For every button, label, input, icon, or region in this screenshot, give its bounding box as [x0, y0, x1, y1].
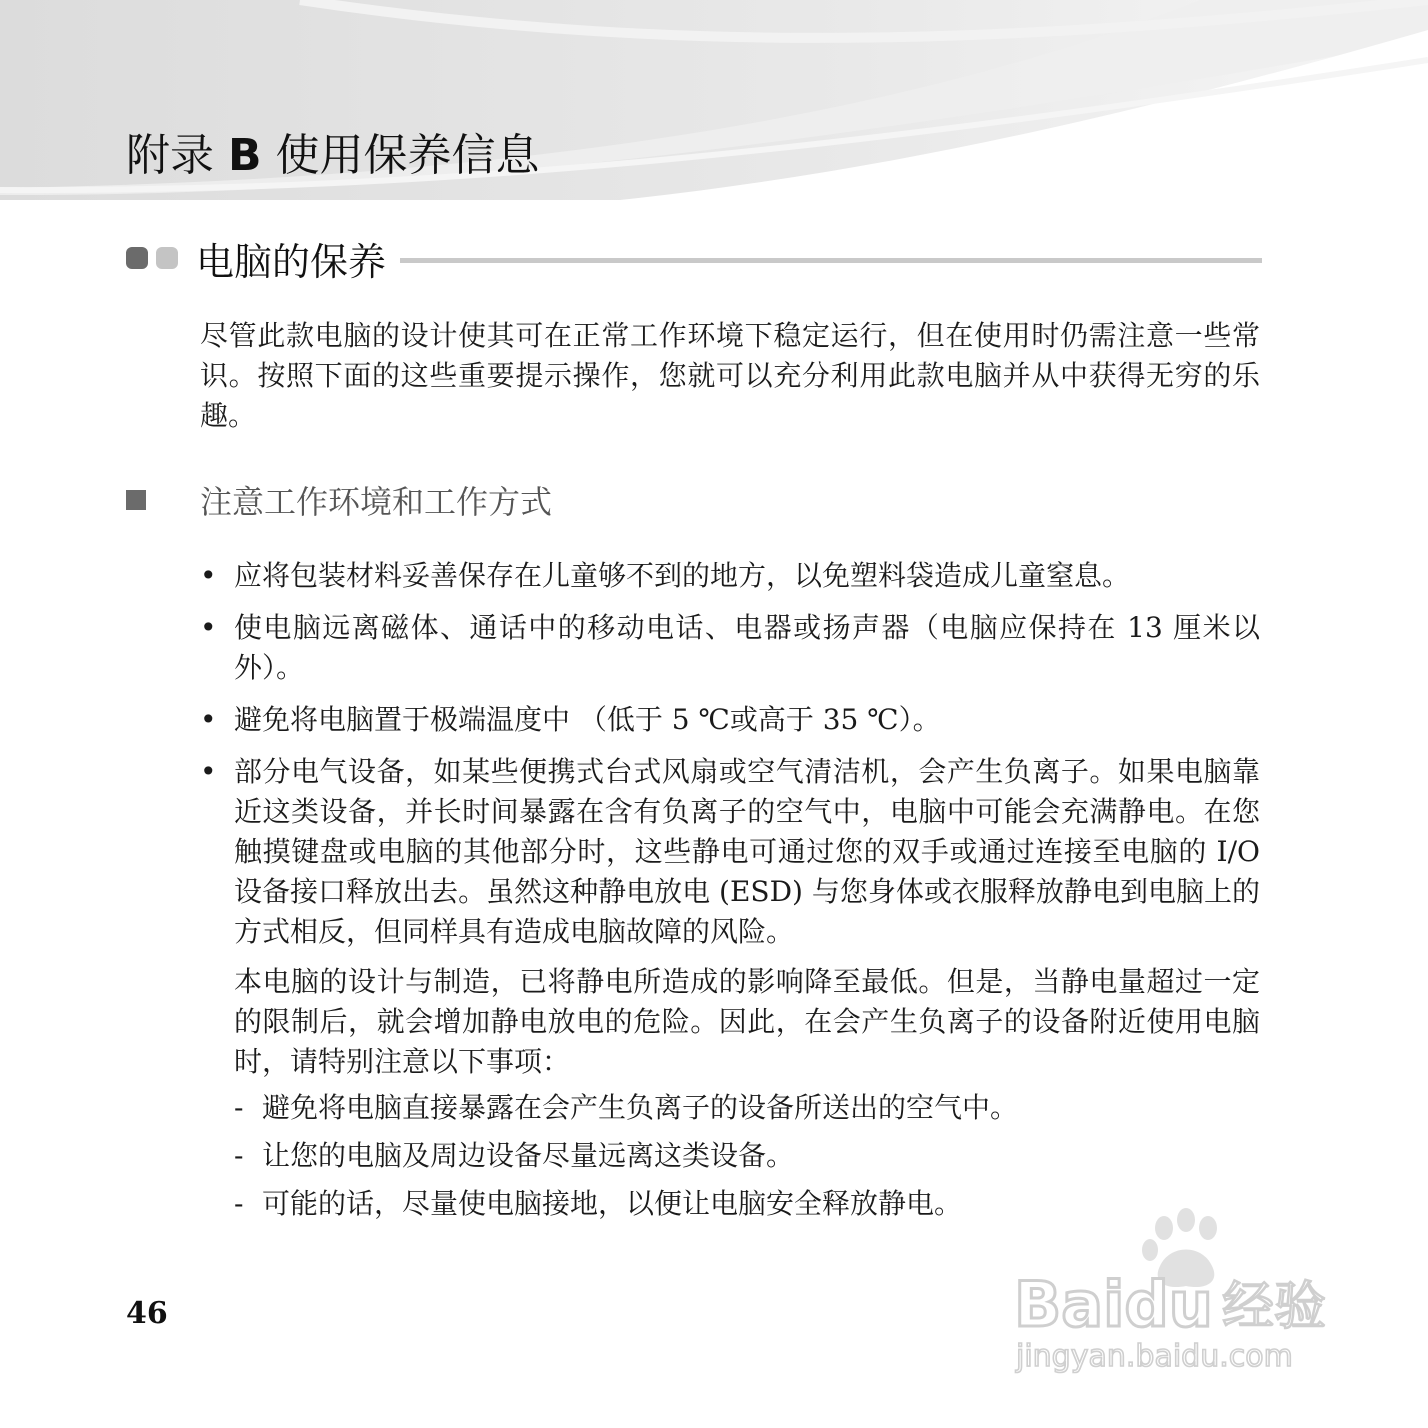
sublist-item-text: 可能的话，尽量使电脑接地，以便让电脑安全释放静电。	[262, 1187, 963, 1220]
section-heading	[126, 228, 1262, 288]
section-marker-dark-icon	[126, 247, 148, 269]
intro-paragraph: 尽管此款电脑的设计使其可在正常工作环境下稳定运行，但在使用时仍需注意一些常识。按照下面的这些重要提示操作，您就可以充分利用此款电脑并从中获得无穷的乐趣。	[200, 319, 1260, 432]
bullet-icon: •	[200, 559, 217, 592]
list-item	[200, 752, 1260, 1224]
subsection-heading	[126, 480, 552, 520]
section-marker-light-icon	[156, 247, 178, 269]
list-item	[200, 556, 1260, 596]
list-item	[200, 700, 1260, 740]
sublist-item-text: 避免将电脑直接暴露在会产生负离子的设备所送出的空气中。	[262, 1091, 1019, 1124]
sublist-item-text: 让您的电脑及周边设备尽量远离这类设备。	[262, 1139, 795, 1172]
dash-icon: -	[234, 1139, 244, 1172]
list-item-text: 使电脑远离磁体、通话中的移动电话、电器或扬声器（电脑应保持在 13 厘米以外）。	[234, 611, 1260, 684]
watermark-label: 经验	[1222, 1277, 1327, 1337]
chapter-title	[126, 124, 540, 188]
bullet-icon: •	[200, 703, 217, 736]
chapter-letter: B	[228, 130, 262, 181]
dash-icon: -	[234, 1091, 244, 1124]
list-item-paragraph: 本电脑的设计与制造，已将静电所造成的影响降至最低。但是，当静电量超过一定的限制后，就会增加静电放电的危险。因此，在会产生负离子的设备附近使用电脑时，请特别注意以下事项：	[234, 965, 1260, 1078]
watermark-url: jingyan.baidu.com	[1016, 1339, 1293, 1374]
dash-icon: -	[234, 1187, 244, 1220]
precautions-sublist	[234, 1088, 1260, 1224]
page-number: 46	[126, 1296, 168, 1331]
sublist-item	[234, 1088, 1260, 1128]
baidu-jingyan-watermark	[1010, 1206, 1350, 1386]
chapter-prefix: 附录	[126, 130, 228, 181]
list-item-text: 避免将电脑置于极端温度中 （低于 5 ℃或高于 35 ℃）。	[234, 703, 941, 736]
list-item-text: 应将包装材料妥善保存在儿童够不到的地方，以免塑料袋造成儿童窒息。	[234, 559, 1131, 592]
bullet-icon: •	[200, 611, 217, 644]
list-item	[200, 608, 1260, 688]
bullet-icon: •	[200, 755, 217, 788]
list-item-paragraph: 部分电气设备，如某些便携式台式风扇或空气清洁机，会产生负离子。如果电脑靠近这类设备，并长时间暴露在含有负离子的空气中，电脑中可能会充满静电。在您触摸键盘或电脑的其他部分时，这些静电可通过您的双手或通过连接至电脑的 I/O 设备接口释放出去。虽然这种静电放电 (ESD) 与您身体或衣服释放静电到电脑上的方式相反，但同样具有造成电脑故障的风险。	[234, 755, 1260, 948]
chapter-suffix: 使用保养信息	[261, 130, 540, 181]
subsection-title: 注意工作环境和工作方式	[200, 483, 553, 521]
square-bullet-icon	[126, 490, 146, 510]
section-title: 电脑的保养	[196, 239, 387, 284]
care-tips-list	[200, 556, 1260, 1236]
sublist-item	[234, 1136, 1260, 1176]
section-divider	[400, 258, 1262, 263]
watermark-brand: Baidu	[1014, 1268, 1213, 1341]
